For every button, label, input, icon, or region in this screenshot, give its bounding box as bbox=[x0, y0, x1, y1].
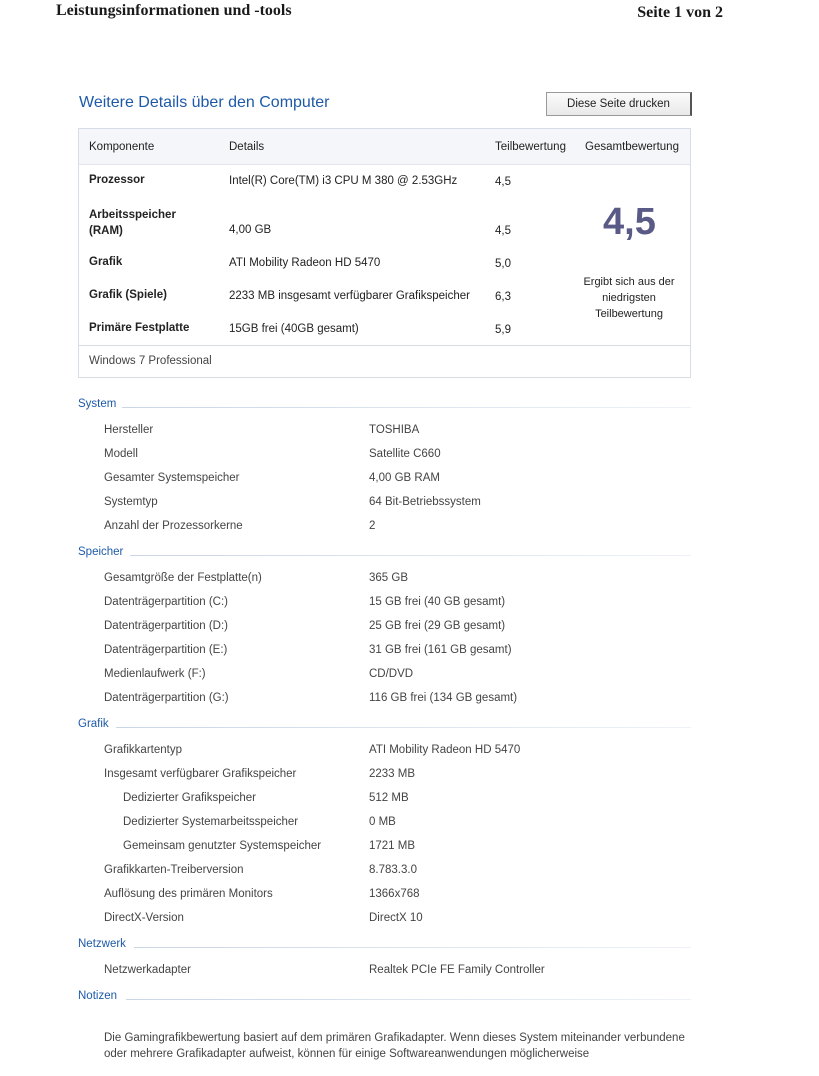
row-label-media-drive-f: Medienlaufwerk (F:) bbox=[104, 668, 206, 680]
section-divider bbox=[122, 407, 691, 408]
row-label-gpu-type: Grafikkartentyp bbox=[104, 744, 182, 756]
row-label-core-count: Anzahl der Prozessorkerne bbox=[104, 520, 243, 532]
subscore-processor: 4,5 bbox=[495, 176, 511, 188]
page-title: Weitere Details über den Computer bbox=[79, 94, 330, 111]
section-title-graphics: Grafik bbox=[78, 718, 109, 730]
row-label-partition-c: Datenträgerpartition (C:) bbox=[104, 596, 228, 608]
section-title-notes: Notizen bbox=[78, 990, 117, 1002]
details-graphics: ATI Mobility Radeon HD 5470 bbox=[229, 257, 381, 269]
row-value-partition-g: 116 GB frei (134 GB gesamt) bbox=[369, 692, 518, 704]
details-processor: Intel(R) Core(TM) i3 CPU M 380 @ 2.53GHz bbox=[229, 175, 458, 187]
row-label-partition-g: Datenträgerpartition (G:) bbox=[104, 692, 229, 704]
row-value-disk-total: 365 GB bbox=[369, 572, 408, 584]
column-header-details: Details bbox=[229, 141, 265, 153]
column-header-component: Komponente bbox=[89, 141, 155, 153]
row-value-model: Satellite C660 bbox=[369, 448, 441, 460]
row-value-directx-version: DirectX 10 bbox=[369, 912, 423, 924]
row-value-manufacturer: TOSHIBA bbox=[369, 424, 420, 436]
section-title-system: System bbox=[78, 398, 117, 410]
section-divider bbox=[134, 947, 691, 948]
row-label-network-adapter: Netzwerkadapter bbox=[104, 964, 191, 976]
section-divider bbox=[116, 727, 691, 728]
row-value-partition-d: 25 GB frei (29 GB gesamt) bbox=[369, 620, 506, 632]
row-value-dedicated-system-memory: 0 MB bbox=[369, 816, 396, 828]
row-value-partition-c: 15 GB frei (40 GB gesamt) bbox=[369, 596, 506, 608]
row-label-dedicated-system-memory: Dedizierter Systemarbeitsspeicher bbox=[123, 816, 299, 828]
section-divider bbox=[130, 555, 691, 556]
notes-text: Die Gamingrafikbewertung basiert auf dem primären Grafikadapter. Wenn dieses System miteinander verbundene oder mehrere Grafikadapter aufweist, können für einige Softwareanwendungen möglicherweise bbox=[104, 1032, 685, 1060]
row-label-model: Modell bbox=[104, 448, 138, 460]
column-header-subscore: Teilbewertung bbox=[495, 141, 566, 153]
component-primary-disk: Primäre Festplatte bbox=[89, 322, 190, 334]
row-value-network-adapter: Realtek PCIe FE Family Controller bbox=[369, 964, 545, 976]
component-processor: Prozessor bbox=[89, 174, 145, 186]
subscore-ram: 4,5 bbox=[495, 225, 511, 237]
document-header-title: Leistungsinformationen und -tools bbox=[56, 2, 292, 19]
row-label-monitor-resolution: Auflösung des primären Monitors bbox=[104, 888, 273, 900]
page-number: Seite 1 von 2 bbox=[637, 4, 723, 21]
section-divider bbox=[126, 999, 691, 1000]
section-title-network: Netzwerk bbox=[78, 938, 126, 950]
row-value-dedicated-graphics-memory: 512 MB bbox=[369, 792, 409, 804]
subscore-primary-disk: 5,9 bbox=[495, 324, 511, 336]
row-value-shared-system-memory: 1721 MB bbox=[369, 840, 416, 852]
details-gaming-graphics: 2233 MB insgesamt verfügbarer Grafikspeicher bbox=[229, 290, 470, 302]
subscore-graphics: 5,0 bbox=[495, 258, 511, 270]
total-score-note: Ergibt sich aus der niedrigsten Teilbewertung bbox=[583, 276, 675, 320]
row-value-system-memory: 4,00 GB RAM bbox=[369, 472, 440, 484]
row-value-media-drive-f: CD/DVD bbox=[369, 668, 414, 680]
row-value-partition-e: 31 GB frei (161 GB gesamt) bbox=[369, 644, 512, 656]
details-ram: 4,00 GB bbox=[229, 224, 272, 236]
row-label-shared-system-memory: Gemeinsam genutzter Systemspeicher bbox=[123, 840, 322, 852]
row-label-partition-e: Datenträgerpartition (E:) bbox=[104, 644, 228, 656]
row-label-driver-version: Grafikkarten-Treiberversion bbox=[104, 864, 244, 876]
row-label-system-memory: Gesamter Systemspeicher bbox=[104, 472, 240, 484]
row-value-core-count: 2 bbox=[369, 520, 376, 532]
row-label-system-type: Systemtyp bbox=[104, 496, 158, 508]
section-title-storage: Speicher bbox=[78, 546, 124, 558]
os-edition: Windows 7 Professional bbox=[89, 355, 212, 367]
print-page-button[interactable]: Diese Seite drucken bbox=[546, 92, 692, 116]
row-value-monitor-resolution: 1366x768 bbox=[369, 888, 420, 900]
row-value-system-type: 64 Bit-Betriebssystem bbox=[369, 496, 481, 508]
total-score: 4,5 bbox=[603, 201, 656, 243]
component-graphics: Grafik bbox=[89, 256, 123, 268]
row-label-disk-total: Gesamtgröße der Festplatte(n) bbox=[104, 572, 262, 584]
row-label-manufacturer: Hersteller bbox=[104, 424, 154, 436]
row-label-partition-d: Datenträgerpartition (D:) bbox=[104, 620, 228, 632]
row-value-gpu-type: ATI Mobility Radeon HD 5470 bbox=[369, 744, 521, 756]
row-value-total-graphics-memory: 2233 MB bbox=[369, 768, 416, 780]
component-gaming-graphics: Grafik (Spiele) bbox=[89, 289, 167, 301]
details-primary-disk: 15GB frei (40GB gesamt) bbox=[229, 323, 359, 335]
row-value-driver-version: 8.783.3.0 bbox=[369, 864, 417, 876]
row-label-dedicated-graphics-memory: Dedizierter Grafikspeicher bbox=[123, 792, 256, 804]
score-table bbox=[78, 128, 691, 378]
component-ram: Arbeitsspeicher (RAM) bbox=[89, 209, 176, 237]
subscore-gaming-graphics: 6,3 bbox=[495, 291, 511, 303]
row-label-directx-version: DirectX-Version bbox=[104, 912, 184, 924]
column-header-total-score: Gesamtbewertung bbox=[585, 141, 679, 153]
row-label-total-graphics-memory: Insgesamt verfügbarer Grafikspeicher bbox=[104, 768, 297, 780]
